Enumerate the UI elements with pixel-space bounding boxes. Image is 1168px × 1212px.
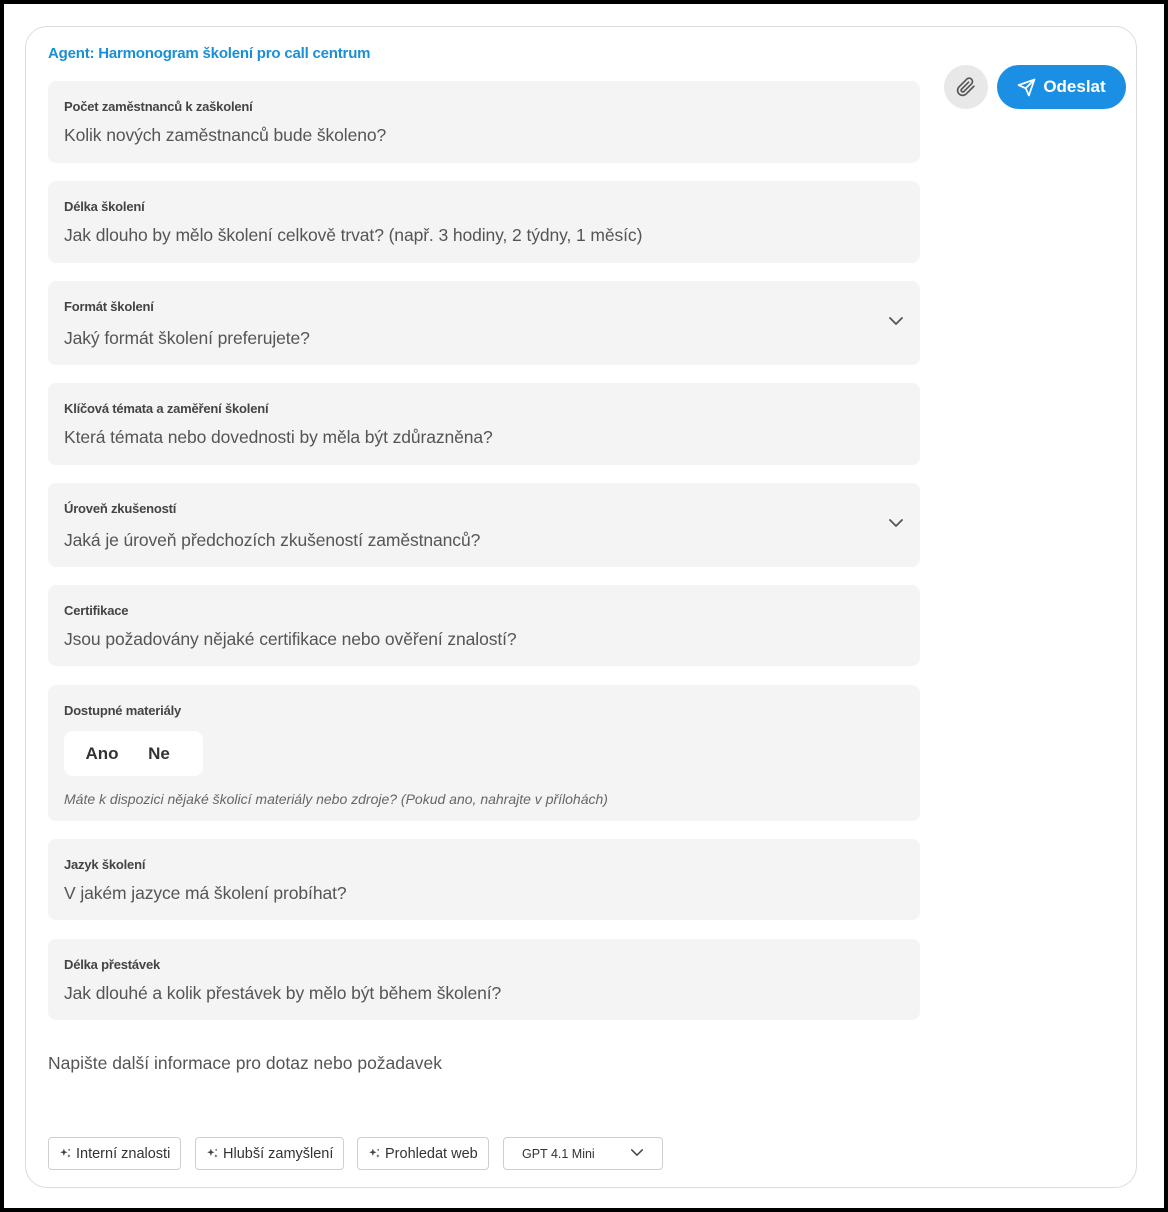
field-training-length[interactable] xyxy=(48,181,920,263)
agent-title: Agent: Harmonogram školení pro call centrum xyxy=(48,45,371,62)
toggle-option-yes[interactable]: Ano xyxy=(85,743,119,763)
field-label: Počet zaměstnanců k zaškolení xyxy=(64,99,253,114)
field-key-topics[interactable] xyxy=(48,383,920,465)
yes-no-toggle xyxy=(64,731,203,776)
send-button[interactable] xyxy=(997,65,1126,109)
field-training-format[interactable] xyxy=(48,281,920,365)
field-placeholder: V jakém jazyce má školení probíhat? xyxy=(64,883,347,903)
model-select[interactable] xyxy=(503,1137,663,1170)
chevron-down-icon[interactable] xyxy=(888,316,904,326)
chip-internal-knowledge[interactable] xyxy=(48,1137,181,1170)
field-label: Jazyk školení xyxy=(64,857,146,872)
field-training-language[interactable] xyxy=(48,839,920,920)
sparkle-icon xyxy=(368,1147,381,1160)
sparkle-icon xyxy=(206,1147,219,1160)
toggle-option-no[interactable]: Ne xyxy=(148,743,170,763)
field-certification[interactable] xyxy=(48,585,920,666)
field-placeholder: Kolik nových zaměstnanců bude školeno? xyxy=(64,125,387,145)
field-helper-text: Máte k dispozici nějaké školicí materiály nebo zdroje? (Pokud ano, nahrajte v přílohách) xyxy=(64,791,608,807)
field-available-materials xyxy=(48,685,920,821)
paperclip-icon xyxy=(956,77,976,97)
chip-search-web[interactable] xyxy=(357,1137,489,1170)
field-experience-level[interactable] xyxy=(48,483,920,567)
chevron-down-icon xyxy=(630,1148,644,1157)
field-label: Certifikace xyxy=(64,603,129,618)
chip-label: Prohledat web xyxy=(385,1145,478,1162)
field-employee-count[interactable] xyxy=(48,81,920,163)
model-select-value: GPT 4.1 Mini xyxy=(522,1146,595,1161)
field-placeholder: Jsou požadovány nějaké certifikace nebo ověření znalostí? xyxy=(64,629,517,649)
field-placeholder: Jak dlouhé a kolik přestávek by mělo být během školení? xyxy=(64,983,502,1003)
chip-label: Hlubší zamyšlení xyxy=(223,1145,334,1162)
field-label: Formát školení xyxy=(64,299,154,314)
attach-button[interactable] xyxy=(944,65,988,109)
send-icon xyxy=(1017,78,1036,97)
extra-info-input[interactable]: Napište další informace pro dotaz nebo požadavek xyxy=(48,1053,442,1073)
field-placeholder: Jaká je úroveň předchozích zkušeností zaměstnanců? xyxy=(64,530,481,550)
field-label: Délka přestávek xyxy=(64,957,161,972)
field-label: Klíčová témata a zaměření školení xyxy=(64,401,269,416)
field-label: Délka školení xyxy=(64,199,145,214)
field-label: Dostupné materiály xyxy=(64,703,182,718)
field-label: Úroveň zkušeností xyxy=(64,501,177,516)
send-label: Odeslat xyxy=(1043,77,1106,96)
field-placeholder: Která témata nebo dovednosti by měla být zdůrazněna? xyxy=(64,427,493,447)
field-placeholder: Jaký formát školení preferujete? xyxy=(64,328,310,348)
sparkle-icon xyxy=(59,1147,72,1160)
field-placeholder: Jak dlouho by mělo školení celkově trvat? (např. 3 hodiny, 2 týdny, 1 měsíc) xyxy=(64,225,643,245)
chip-label: Interní znalosti xyxy=(76,1145,171,1162)
chip-deeper-thinking[interactable] xyxy=(195,1137,344,1170)
chevron-down-icon[interactable] xyxy=(888,518,904,528)
field-break-length[interactable] xyxy=(48,939,920,1020)
